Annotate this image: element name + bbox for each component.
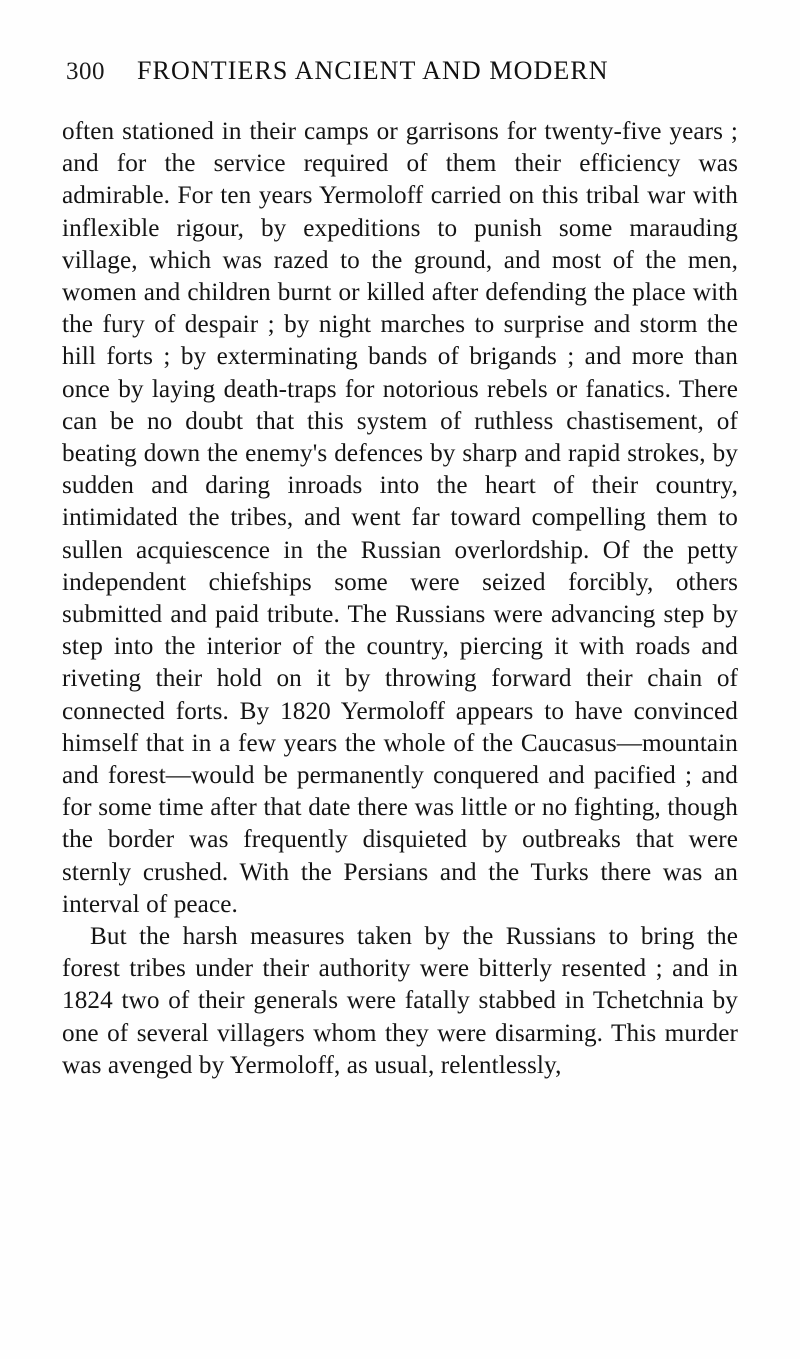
paragraph: often stationed in their camps or garrisons for twenty-five years ; and for the service required of them their efficiency was admirable. For ten years Yermoloff carried on this tribal war with inflexible rigour, by expeditions to punish some marauding village, which was razed to the ground, and most of the men, women and children burnt or killed after defending the place with the fury of despair ; by night marches to surprise and storm the hill forts ; by exterminating bands of brigands ; and more than once by laying death-traps for notorious rebels or fanatics. There can be no doubt that this system of ruthless chastisement, of beating down the enemy's defences by sharp and rapid strokes, by sudden and daring inroads into the heart of their country, intimidated the tribes, and went far toward compelling them to sullen acquiescence in the Russian overlordship. Of the petty independent chiefships some were seized forcibly, others submitted and paid tribute. The Russians were advancing step by step into the interior of the country, piercing it with roads and riveting their hold on it by throwing forward their chain of connected forts. By 1820 Yermoloff appears to have convinced himself that in a few years the whole of the Caucasus—mountain and forest—would be permanently conquered and pacified ; and for some time after that date there was little or no fighting, though the border was frequently disquieted by outbreaks that were sternly crushed. With the Persians and the Turks there was an interval of peace. (62, 118, 738, 918)
page-number: 300 (66, 58, 105, 85)
page-title: FRONTIERS ANCIENT AND MODERN (137, 56, 609, 85)
running-head (66, 56, 738, 86)
paragraph: But the harsh measures taken by the Russians to bring the forest tribes under their authority were bitterly resented ; and in 1824 two of their generals were fatally stabbed in Tchetchnia by one of several villagers whom they were disarming. This murder was avenged by Yermoloff, as usual, relentlessly, (62, 923, 738, 1079)
body-text (62, 116, 738, 1082)
